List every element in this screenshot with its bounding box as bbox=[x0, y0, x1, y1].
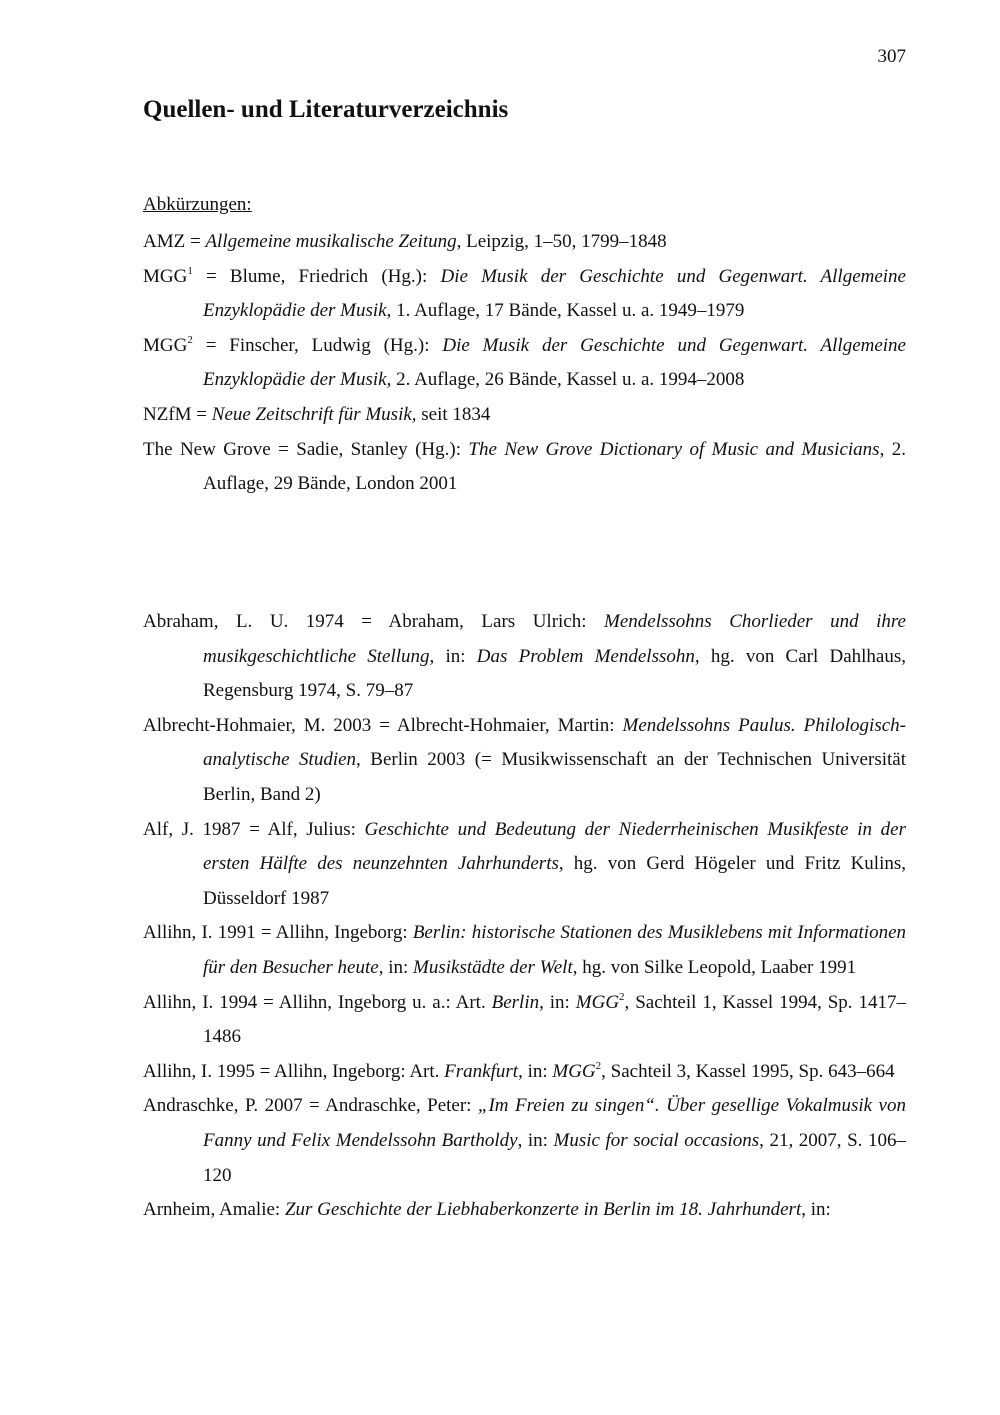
bib-key: Albrecht-Hohmaier, M. 2003 = Albrecht-Hohmaier, Martin: bbox=[143, 714, 623, 736]
bib-in: , in: bbox=[429, 645, 477, 667]
bib-source: MGG bbox=[552, 1060, 596, 1082]
bib-key: Allihn, I. 1995 = Allihn, Ingeborg: Art. bbox=[143, 1060, 445, 1082]
abbr-title: Allgemeine musikalische Zeitung bbox=[205, 231, 457, 252]
bib-details: , Sachteil 3, Kassel 1995, Sp. 643–664 bbox=[601, 1060, 895, 1082]
bib-entry-alf-1987 bbox=[143, 813, 906, 917]
abbr-superscript: 2 bbox=[187, 333, 193, 346]
bib-superscript: 2 bbox=[619, 990, 625, 1003]
bib-details: , in: bbox=[801, 1199, 831, 1221]
bib-entry-allihn-1991 bbox=[143, 916, 906, 985]
bib-title: Geschichte und Bedeutung der Niederrheinischen Musikfeste in der ersten Hälfte des neunzehnten Jahrhunderts bbox=[203, 818, 907, 875]
abbr-details: , 2. Auflage, 29 Bände, London 2001 bbox=[203, 438, 906, 495]
abbr-key: MGG bbox=[143, 265, 188, 287]
bib-superscript: 2 bbox=[595, 1059, 602, 1072]
bib-in: , in: bbox=[517, 1129, 554, 1151]
abbr-editor: = Finscher, Ludwig (Hg.): bbox=[192, 334, 443, 356]
abbr-details: , seit 1834 bbox=[411, 403, 491, 425]
bib-key: Allihn, I. 1991 = Allihn, Ingeborg: bbox=[143, 922, 413, 944]
abbr-entry-nzfm bbox=[143, 398, 906, 433]
abbr-details: , 2. Auflage, 26 Bände, Kassel u. a. 1994–2008 bbox=[386, 369, 745, 391]
bib-source: Music for social occasions bbox=[553, 1129, 760, 1151]
abbr-title: Die Musik der Geschichte und Gegenwart. Allgemeine Enzyklopädie der Musik bbox=[203, 265, 906, 322]
bib-title: Mendelssohns Chorlieder und ihre musikgeschichtliche Stellung bbox=[203, 611, 906, 667]
bib-details: , 21, 2007, S. 106–120 bbox=[203, 1129, 906, 1186]
bib-details: , Sachteil 1, Kassel 1994, Sp. 1417–1486 bbox=[203, 991, 906, 1048]
bib-entry-albrecht-hohmaier-2003 bbox=[143, 709, 906, 813]
bib-source: MGG bbox=[575, 991, 620, 1013]
bib-title: Berlin bbox=[491, 991, 540, 1013]
bib-in: , in: bbox=[378, 956, 414, 978]
bib-entry-arnheim bbox=[143, 1193, 906, 1228]
bib-key: Allihn, I. 1994 = Allihn, Ingeborg u. a.: Art. bbox=[143, 991, 492, 1013]
bib-details: , hg. von Silke Leopold, Laaber 1991 bbox=[572, 956, 857, 978]
bib-title: Zur Geschichte der Liebhaberkonzerte in Berlin im 18. Jahrhundert bbox=[284, 1199, 802, 1221]
abbr-editor: = Blume, Friedrich (Hg.): bbox=[192, 265, 441, 287]
bib-source: Das Problem Mendelssohn bbox=[476, 645, 695, 667]
abbr-entry-amz bbox=[143, 225, 906, 260]
abbr-entry-mgg1 bbox=[143, 260, 906, 329]
bib-details: , hg. von Gerd Högeler und Fritz Kulins, Düsseldorf 1987 bbox=[203, 853, 907, 909]
abbr-details: , Leipzig, 1–50, 1799–1848 bbox=[456, 231, 667, 252]
abbr-key: MGG bbox=[143, 334, 188, 356]
bib-entry-allihn-1995 bbox=[143, 1055, 906, 1090]
abbr-entry-new-grove bbox=[143, 433, 906, 502]
bib-title: „Im Freien zu singen“. Über gesellige Vokalmusik von Fanny und Felix Mendelssohn Bartholdy bbox=[203, 1095, 906, 1151]
bib-details: , hg. von Carl Dahlhaus, Regensburg 1974, S. 79–87 bbox=[203, 645, 906, 702]
bib-title: Frankfurt bbox=[444, 1060, 519, 1082]
abbr-key: The New Grove = Sadie, Stanley (Hg.): bbox=[143, 438, 469, 460]
bib-title: Berlin: historische Stationen des Musiklebens mit Informationen für den Besucher heute bbox=[203, 922, 906, 978]
abbr-title: Die Musik der Geschichte und Gegenwart. Allgemeine Enzyklopädie der Musik bbox=[203, 334, 906, 391]
abbr-details: , 1. Auflage, 17 Bände, Kassel u. a. 1949–1979 bbox=[386, 300, 745, 322]
bibliography-list bbox=[143, 605, 906, 1228]
bib-entry-allihn-1994 bbox=[143, 986, 906, 1055]
abbr-title: Neue Zeitschrift für Musik bbox=[211, 403, 412, 425]
page-title: Quellen- und Literaturverzeichnis bbox=[143, 96, 509, 123]
abbreviations-heading: Abkürzungen: bbox=[143, 194, 252, 215]
bib-in: , in: bbox=[518, 1060, 553, 1082]
bib-key: Arnheim, Amalie: bbox=[143, 1199, 285, 1221]
bib-entry-abraham-1974 bbox=[143, 605, 906, 709]
bib-title: Mendelssohns Paulus. Philologisch-analytische Studien bbox=[203, 714, 906, 771]
abbr-entry-mgg2 bbox=[143, 329, 906, 398]
bib-entry-andraschke-2007 bbox=[143, 1089, 906, 1193]
abbreviations-list bbox=[143, 225, 906, 502]
bib-key: Andraschke, P. 2007 = Andraschke, Peter: bbox=[143, 1095, 478, 1117]
abbr-title: The New Grove Dictionary of Music and Musicians bbox=[468, 438, 880, 460]
abbr-key: AMZ = bbox=[143, 231, 206, 252]
abbr-key: NZfM = bbox=[143, 403, 212, 425]
bib-key: Alf, J. 1987 = Alf, Julius: bbox=[143, 818, 365, 840]
bib-in: , in: bbox=[539, 991, 576, 1013]
bib-details: , Berlin 2003 (= Musikwissenschaft an der Technischen Universität Berlin, Band 2) bbox=[203, 749, 906, 805]
page-number: 307 bbox=[877, 46, 906, 67]
bib-source: Musikstädte der Welt bbox=[413, 956, 573, 978]
abbr-superscript: 1 bbox=[187, 264, 193, 277]
bib-key: Abraham, L. U. 1974 = Abraham, Lars Ulrich: bbox=[143, 611, 605, 632]
